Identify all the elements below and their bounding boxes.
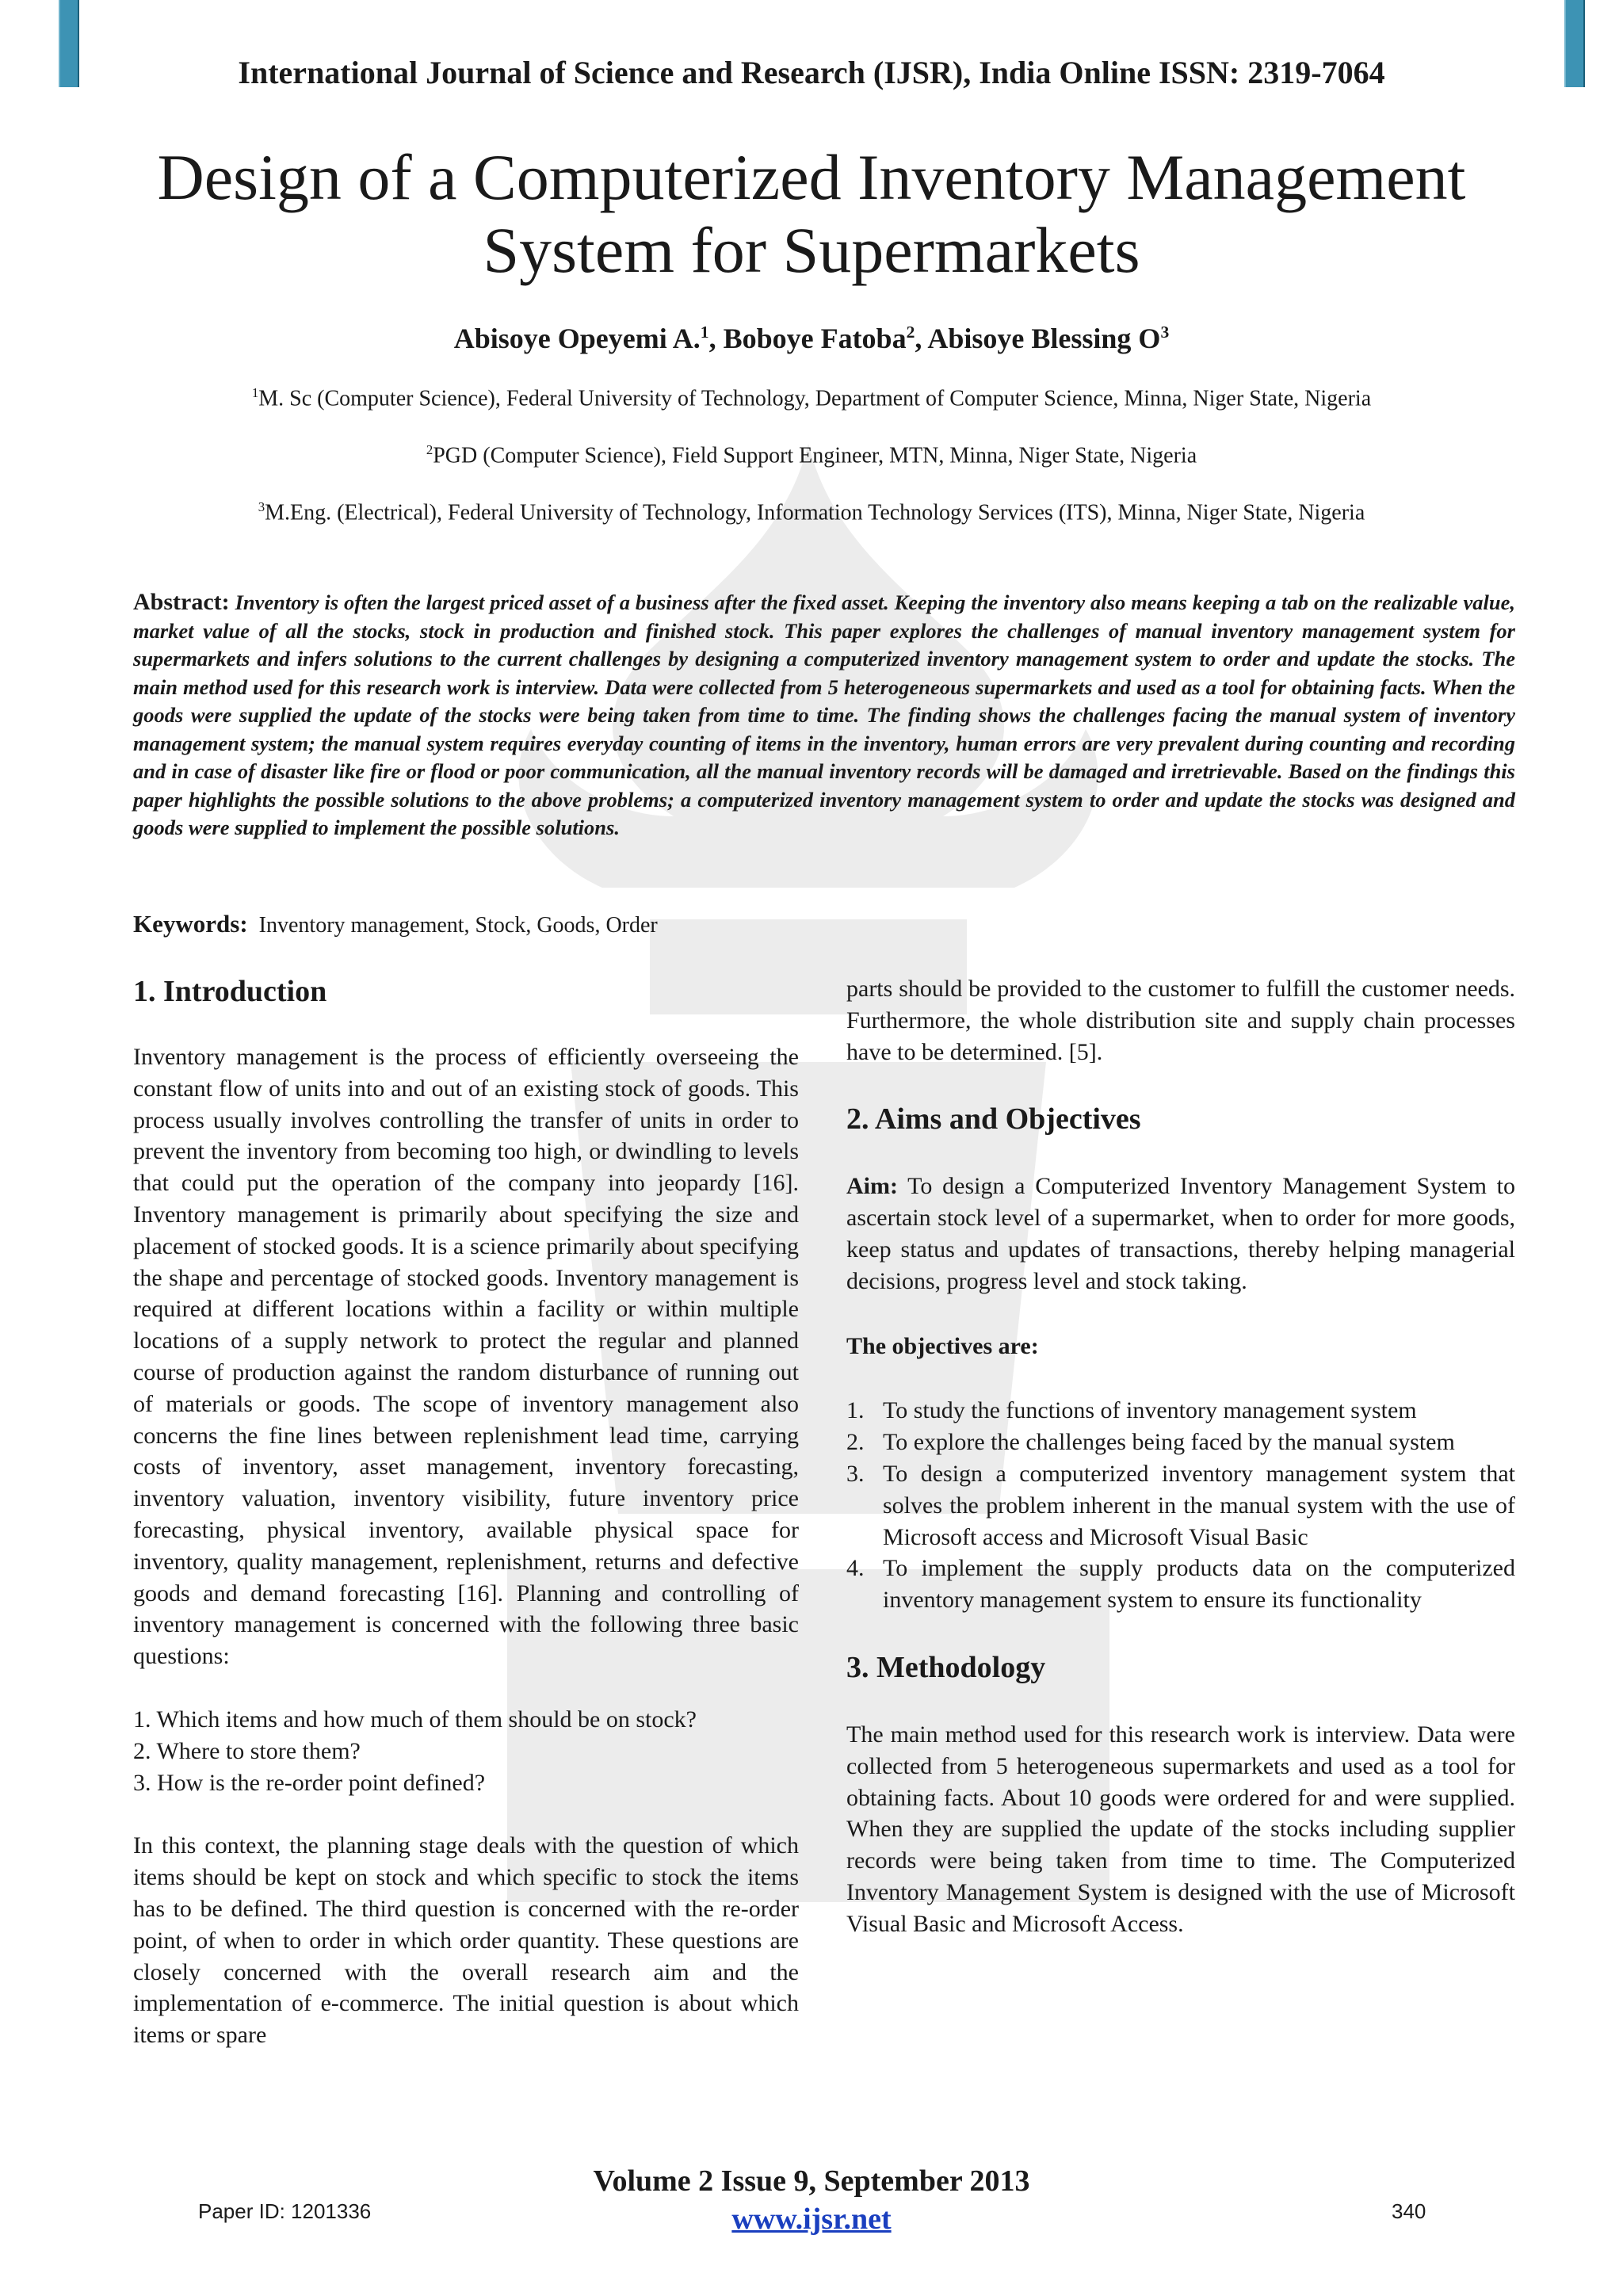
abstract-text: Inventory is often the largest priced asset of a business after the fixed asset. Keeping the inventory also means keeping a tab on the realizable value, market value of all the stocks, stock in production and finished stock. This paper explores the challenges of manual inventory management system for supermarkets and infers solutions to the current challenges by designing a computerized inventory management system to order and update the stocks. The main method used for this research work is interview. Data were collected from 5 heterogeneous supermarkets and used as a tool for obtaining facts. When the goods were supplied the update of the stocks were being taken from time to time. The finding shows the challenges facing the manual system of inventory management system; the manual system requires everyday counting of items in the inventory, human errors are very prevalent during counting and recording and in case of disaster like fire or flood or poor communication, all the manual inventory records will be damaged and irretrievable. Based on the findings this paper highlights the possible solutions to the above problems; a computerized inventory management system to order and update the stocks was designed and goods were supplied to implement the possible solutions. bbox=[133, 590, 1515, 839]
affiliation-3 bbox=[0, 499, 1623, 525]
question-1: 1. Which items and how much of them should be on stock? bbox=[133, 1706, 697, 1733]
intro-paragraph-2-continued: parts should be provided to the customer to fulfill the customer needs. Furthermore, the whole distribution site and supply chain processes have to be determined. [5]. bbox=[846, 976, 1515, 1065]
objective-number: 1. bbox=[846, 1397, 865, 1424]
intro-paragraph-2: In this context, the planning stage deals with the question of which items should be kept on stock and which specific to stock the items has to be defined. The third question is concerned with the re-order point, of when to order in which order quantity. These questions are closely concerned with the overall research aim and the implementation of e-commerce. The initial question is about which items or spare bbox=[133, 1832, 799, 2049]
objective-number: 3. bbox=[846, 1460, 865, 1487]
intro-heading: 1. Introduction bbox=[133, 975, 327, 1008]
author-2: , Boboye Fatoba bbox=[708, 323, 907, 354]
affiliation-3-text: M.Eng. (Electrical), Federal University of Technology, Information Technology Services (ITS), Minna, Niger State, Nigeria bbox=[265, 500, 1365, 525]
affiliation-2-text: PGD (Computer Science), Field Support Engineer, MTN, Minna, Niger State, Nigeria bbox=[433, 443, 1197, 468]
objective-item bbox=[846, 1395, 1515, 1427]
affiliation-3-sup: 3 bbox=[258, 499, 265, 514]
journal-header: International Journal of Science and Research (IJSR), India Online ISSN: 2319-7064 bbox=[238, 55, 1385, 90]
author-list bbox=[0, 322, 1623, 355]
page-number: 340 bbox=[1392, 2199, 1426, 2223]
footer-volume: Volume 2 Issue 9, September 2013 bbox=[593, 2164, 1030, 2198]
objective-number: 4. bbox=[846, 1555, 865, 1582]
affiliation-2-sup: 2 bbox=[426, 442, 433, 457]
abstract-label: Abstract: bbox=[133, 589, 230, 615]
objective-item bbox=[846, 1427, 1515, 1458]
question-2: 2. Where to store them? bbox=[133, 1737, 361, 1764]
objective-item bbox=[846, 1458, 1515, 1553]
methodology-paragraph: The main method used for this research work is interview. Data were collected from 5 heterogeneous supermarkets and used as a tool for obtaining facts. About 10 goods were ordered for and were supplied. When they are supplied the update of the stocks including supplier records were being taken from time to time. The Computerized Inventory Management System is designed with the use of Microsoft Visual Basic and Microsoft Access. bbox=[846, 1721, 1515, 1937]
question-3: 3. How is the re-order point defined? bbox=[133, 1769, 486, 1796]
right-column bbox=[846, 973, 1515, 1940]
paper-id: Paper ID: 1201336 bbox=[198, 2199, 372, 2223]
title-line-2: System for Supermarkets bbox=[483, 214, 1140, 286]
paper-title bbox=[119, 141, 1504, 287]
objective-item bbox=[846, 1553, 1515, 1616]
aim-paragraph bbox=[846, 1171, 1515, 1297]
author-3: , Abisoye Blessing O bbox=[915, 323, 1161, 354]
objectives-heading bbox=[846, 1331, 1515, 1362]
objective-text: To study the functions of inventory management system bbox=[883, 1397, 1417, 1424]
aim-text: To design a Computerized Inventory Management System to ascertain stock level of a supermarket, when to order for more goods, keep status and updates of transactions, thereby helping managerial decisions, progress level and stock taking. bbox=[846, 1173, 1515, 1294]
objective-text: To design a computerized inventory management system that solves the problem inherent in the manual system with the use of Microsoft access and Microsoft Visual Basic bbox=[883, 1460, 1515, 1550]
abstract bbox=[133, 588, 1515, 842]
objective-text: To implement the supply products data on the computerized inventory management system to ensure its functionality bbox=[883, 1555, 1515, 1614]
footer-website-link[interactable]: www.ijsr.net bbox=[731, 2202, 892, 2236]
objectives-heading-text: The objectives are: bbox=[846, 1332, 1039, 1359]
affiliation-1-sup: 1 bbox=[251, 385, 259, 400]
keywords bbox=[133, 910, 1515, 938]
left-column bbox=[133, 973, 799, 2051]
affiliation-1 bbox=[0, 385, 1623, 411]
keywords-label: Keywords: bbox=[133, 910, 248, 938]
title-line-1: Design of a Computerized Inventory Management bbox=[157, 141, 1466, 213]
objective-text: To explore the challenges being faced by the manual system bbox=[883, 1429, 1455, 1456]
intro-paragraph-1: Inventory management is the process of efficiently overseeing the constant flow of units into and out of an existing stock of goods. This process usually involves controlling the transfer of units in order to prevent the inventory from becoming too high, or dwindling to levels that could put the operation of the company into jeopardy [16]. Inventory management is primarily about specifying the size and placement of stocked goods. It is a science primarily about specifying the shape and percentage of stocked goods. Inventory management is required at different locations within a facility or within multiple locations of a supply network to protect the regular and planned course of production against the random disturbance of running out of materials or goods. The scope of inventory management also concerns the fine lines between replenishment lead time, carrying costs of inventory, asset management, inventory forecasting, inventory valuation, inventory visibility, future inventory price forecasting, physical inventory, available physical space for inventory, quality management, replenishment, returns and defective goods and demand forecasting [16]. Planning and controlling of inventory management is concerned with the following three basic questions: bbox=[133, 1044, 799, 1670]
author-1: Abisoye Opeyemi A. bbox=[453, 323, 701, 354]
author-3-sup: 3 bbox=[1160, 323, 1170, 342]
author-1-sup: 1 bbox=[700, 323, 709, 342]
objective-number: 2. bbox=[846, 1429, 865, 1456]
affiliation-1-text: M. Sc (Computer Science), Federal University of Technology, Department of Computer Science, Minna, Niger State, Nigeria bbox=[258, 386, 1372, 411]
author-2-sup: 2 bbox=[906, 323, 915, 342]
aim-label: Aim: bbox=[846, 1173, 898, 1200]
objectives-list bbox=[846, 1395, 1515, 1616]
methodology-heading: 3. Methodology bbox=[846, 1650, 1046, 1684]
aims-heading: 2. Aims and Objectives bbox=[846, 1102, 1141, 1137]
affiliation-2 bbox=[0, 442, 1623, 468]
keywords-text: Inventory management, Stock, Goods, Order bbox=[258, 913, 658, 938]
